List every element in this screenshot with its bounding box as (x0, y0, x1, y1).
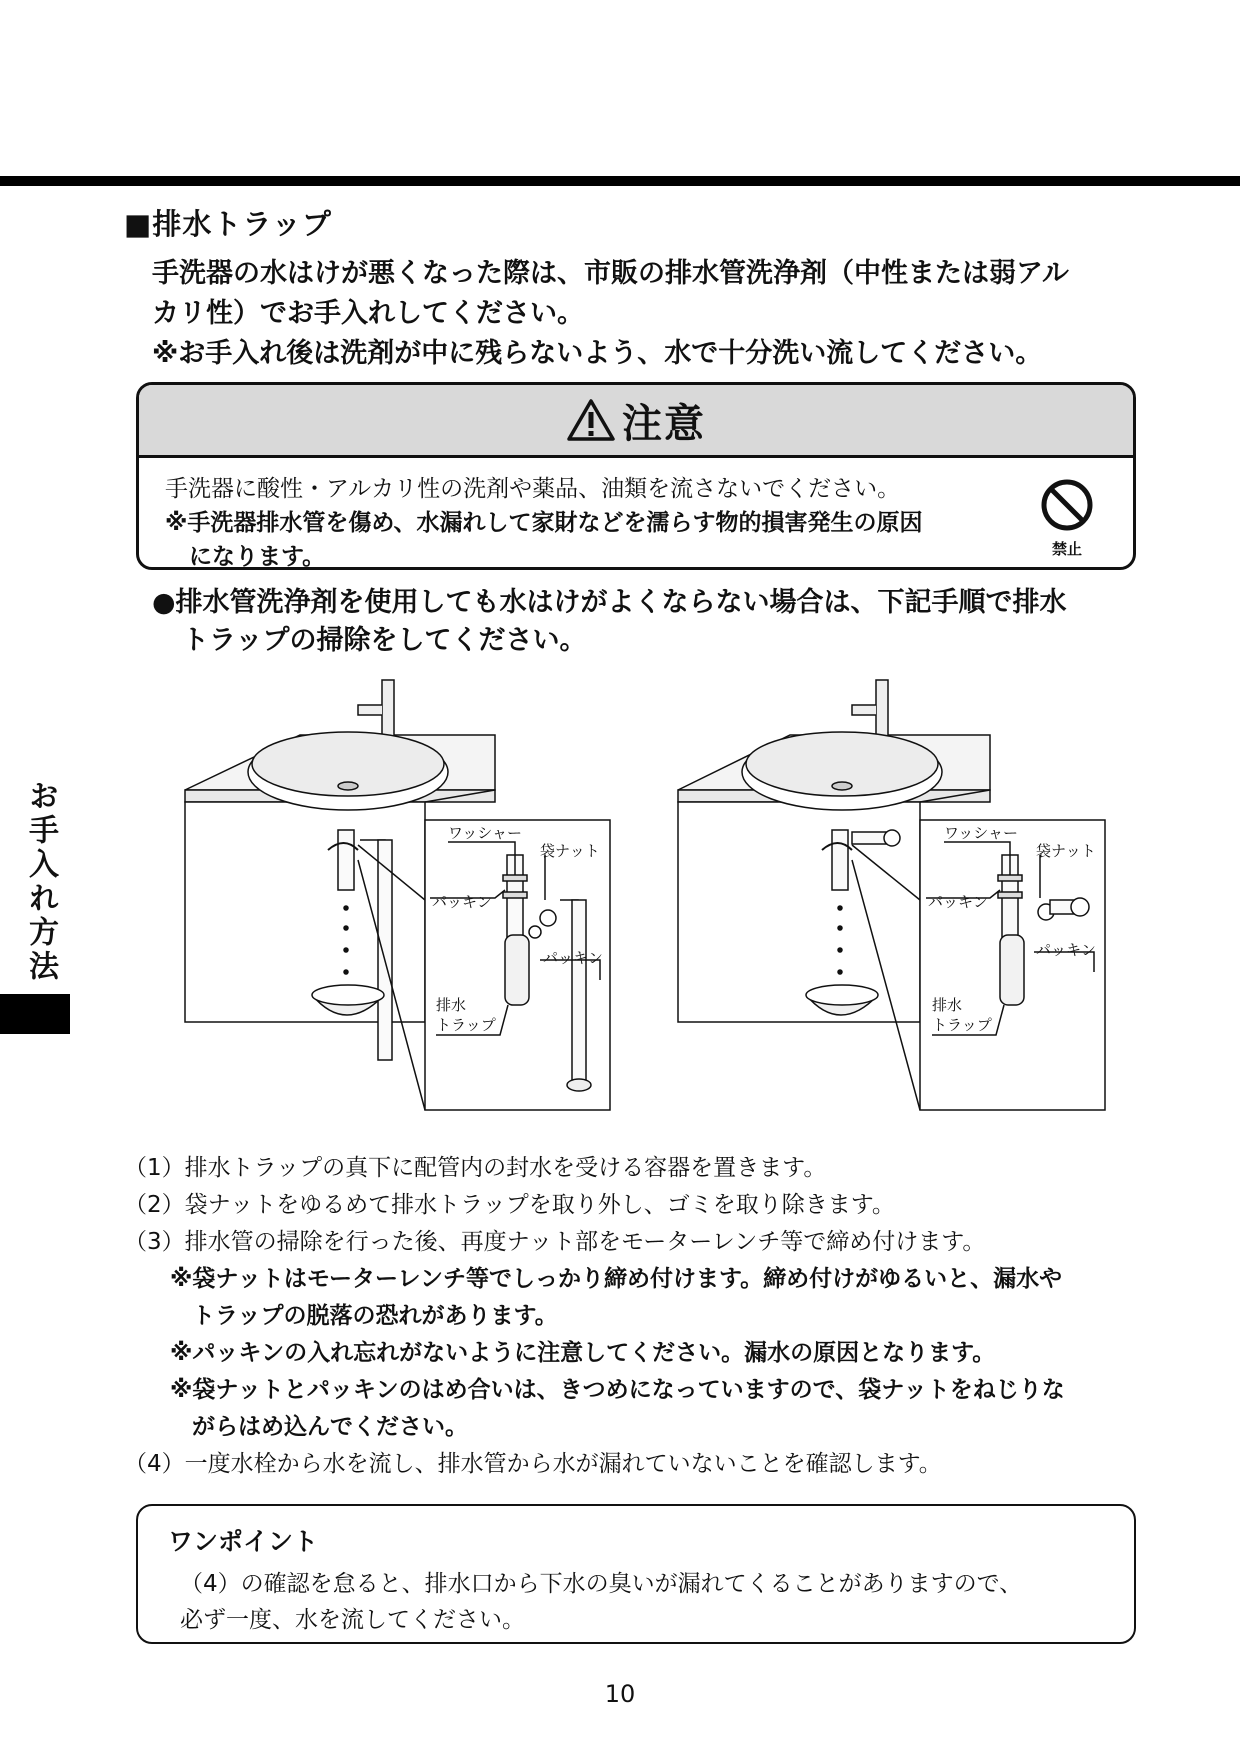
caution-header (139, 385, 1133, 458)
step-3-note-1 (124, 1261, 1124, 1335)
bullet-text (152, 584, 1142, 660)
step-3-note-2: ※パッキンの入れ忘れがないように注意してください。漏水の原因となります。 (170, 1340, 996, 1366)
left-label-washer: ワッシャー (448, 824, 522, 842)
steps-list (124, 1150, 1124, 1483)
caution-note-line-2: になります。 (189, 544, 326, 570)
right-label-packing-1: パッキン (928, 893, 988, 911)
right-illustration (678, 680, 1105, 1110)
one-point-line-1: （4）の確認を怠ると、排水口から下水の臭いが漏れてくることがありますので、 (180, 1571, 1023, 1597)
intro-line-2: カリ性）でお手入れしてください。 (152, 298, 584, 329)
intro-line-1: 手洗器の水はけが悪くなった際は、市販の排水管洗浄剤（中性または弱アル (152, 258, 1069, 289)
left-label-packing-2: パッキン (543, 949, 603, 967)
warning-triangle-icon (566, 398, 616, 442)
page-number: 10 (604, 1680, 636, 1708)
section-title: ■排水トラップ (124, 207, 332, 241)
left-label-trap-2: トラップ (436, 1016, 496, 1034)
step-4: （4）一度水栓から水を流し、排水管から水が漏れていないことを確認します。 (124, 1451, 942, 1477)
intro-line-3: ※お手入れ後は洗剤が中に残らないよう、水で十分洗い流してください。 (152, 338, 1043, 369)
right-label-packing-2: パッキン (1036, 941, 1096, 959)
drain-trap-illustration (0, 660, 1240, 1120)
side-tab-block (0, 994, 70, 1034)
left-illustration (185, 680, 610, 1110)
step-2: （2）袋ナットをゆるめて排水トラップを取り外し、ゴミを取り除きます。 (124, 1192, 895, 1218)
note-1-line-2: トラップの脱落の恐れがあります。 (192, 1303, 558, 1329)
one-point-title: ワンポイント (168, 1527, 319, 1556)
step-1: （1）排水トラップの真下に配管内の封水を受ける容器を置きます。 (124, 1155, 827, 1181)
right-label-trap-2: トラップ (932, 1016, 992, 1034)
note-3-line-2: がらはめ込んでください。 (192, 1414, 468, 1440)
step-3: （3）排水管の掃除を行った後、再度ナット部をモーターレンチ等で締め付けます。 (124, 1229, 986, 1255)
left-label-nut: 袋ナット (540, 842, 600, 860)
caution-box (136, 382, 1136, 570)
step-3-note-3 (124, 1372, 1124, 1446)
right-label-trap-1: 排水 (932, 996, 963, 1014)
right-label-washer: ワッシャー (944, 824, 1018, 842)
caution-body (139, 458, 1133, 570)
side-tab-label: お手入れ方法 (23, 780, 58, 984)
bullet-line-2: トラップの掃除をしてください。 (182, 625, 587, 656)
top-rule (0, 176, 1240, 186)
prohibit-mark (1037, 478, 1097, 559)
left-label-packing-1: パッキン (432, 893, 492, 911)
left-label-trap-1: 排水 (436, 996, 467, 1014)
note-1-line-1: ※袋ナットはモーターレンチ等でしっかり締め付けます。締め付けがゆるいと、漏水や (170, 1266, 1063, 1292)
side-tab (0, 780, 70, 1034)
caution-line-1: 手洗器に酸性・アルカリ性の洗剤や薬品、油類を流さないでください。 (165, 476, 901, 502)
caution-note-line-1: ※手洗器排水管を傷め、水漏れして家財などを濡らす物的損害発生の原因 (165, 510, 923, 536)
intro-text (152, 254, 1142, 374)
caution-title: 注意 (622, 400, 706, 447)
bullet-line-1: ●排水管洗浄剤を使用しても水はけがよくならない場合は、下記手順で排水 (152, 587, 1067, 618)
prohibit-icon (1040, 478, 1094, 532)
note-3-line-1: ※袋ナットとパッキンのはめ合いは、きつめになっていますので、袋ナットをねじりな (170, 1377, 1065, 1403)
right-label-nut: 袋ナット (1036, 842, 1096, 860)
one-point-line-2: 必ず一度、水を流してください。 (180, 1607, 525, 1633)
caution-note (165, 506, 1025, 570)
prohibit-label: 禁止 (1051, 540, 1082, 558)
one-point-box (136, 1504, 1136, 1644)
